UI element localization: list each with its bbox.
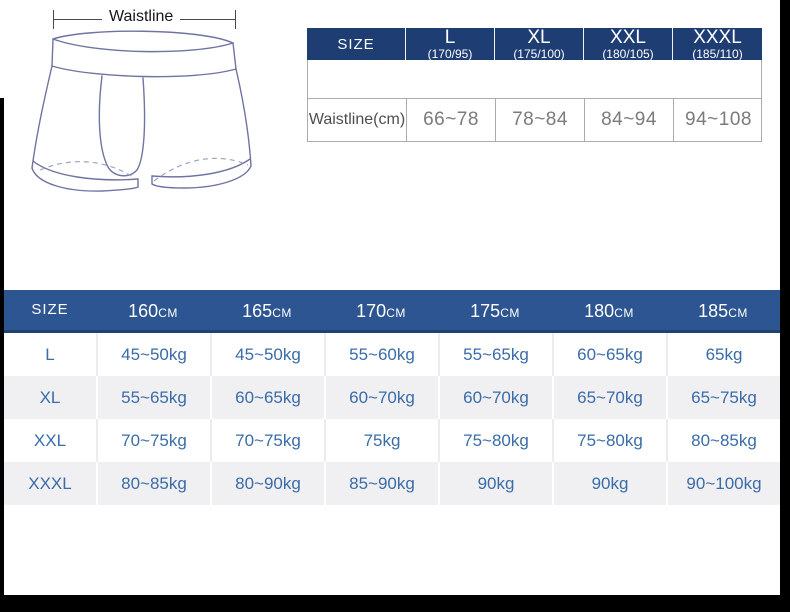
weight-cell: 60~65kg xyxy=(552,333,666,376)
weight-cell: 80~85kg xyxy=(666,419,780,462)
table-row-l xyxy=(4,333,780,376)
weight-cell: 55~65kg xyxy=(438,333,552,376)
weight-cell: 65~75kg xyxy=(666,376,780,419)
weight-cell: 45~50kg xyxy=(210,333,324,376)
weight-cell: 75~80kg xyxy=(552,419,666,462)
size-label: XXL xyxy=(33,430,67,450)
header-cell-xl: XL (175/100) xyxy=(495,28,584,60)
header-cell-l: L (170/95) xyxy=(406,28,495,60)
weight-cell: 90~100kg xyxy=(666,462,780,505)
header-cell-160cm: 160 CM xyxy=(128,301,178,321)
waistline-table-spacer-row xyxy=(307,60,762,98)
row-label-waistline: Waistline(cm) xyxy=(308,99,407,141)
header-cell-175cm: 175 CM xyxy=(470,301,520,321)
waistline-value: 78~84 xyxy=(496,99,585,141)
weight-cell: 75~80kg xyxy=(438,419,552,462)
dimension-tick-right xyxy=(235,10,236,29)
header-cell-xxl: XXL (180/105) xyxy=(584,28,673,60)
image-edge-bottom xyxy=(0,595,790,612)
weight-cell: 90kg xyxy=(552,462,666,505)
dimension-tick-left xyxy=(53,10,54,29)
size-label: XL xyxy=(39,387,61,407)
table-row-xl xyxy=(4,376,780,419)
waistline-label: Waistline xyxy=(102,8,180,26)
weight-table-header xyxy=(4,290,780,333)
weight-size-table xyxy=(4,290,780,505)
weight-cell: 75kg xyxy=(324,419,438,462)
waistline-table-row xyxy=(307,98,762,142)
weight-cell: 85~90kg xyxy=(324,462,438,505)
weight-cell: 70~75kg xyxy=(210,419,324,462)
header-cell-xxxl: XXXL (185/110) xyxy=(673,28,762,60)
header-cell-185cm: 185 CM xyxy=(698,301,748,321)
waistline-size-table xyxy=(307,28,762,142)
boxer-shorts-drawing xyxy=(28,30,260,202)
header-cell-180cm: 180 CM xyxy=(584,301,634,321)
header-cell-165cm: 165 CM xyxy=(242,301,292,321)
weight-cell: 60~70kg xyxy=(324,376,438,419)
image-edge-left xyxy=(0,98,4,612)
weight-cell: 60~65kg xyxy=(210,376,324,419)
weight-cell: 80~90kg xyxy=(210,462,324,505)
weight-cell: 55~65kg xyxy=(96,376,210,419)
image-edge-right xyxy=(780,0,790,612)
weight-cell: 65kg xyxy=(666,333,780,376)
size-label: L xyxy=(45,344,55,364)
header-cell-size: SIZE xyxy=(307,28,406,60)
header-cell-170cm: 170 CM xyxy=(356,301,406,321)
weight-cell: 70~75kg xyxy=(96,419,210,462)
table-row-xxxl xyxy=(4,462,780,505)
waistline-value: 94~108 xyxy=(685,109,752,130)
weight-cell: 55~60kg xyxy=(324,333,438,376)
header-cell-size: SIZE xyxy=(31,301,69,318)
table-row-xxl xyxy=(4,419,780,462)
weight-cell: 65~70kg xyxy=(552,376,666,419)
weight-cell: 45~50kg xyxy=(96,333,210,376)
waistline-value: 66~78 xyxy=(407,99,496,141)
weight-cell: 60~70kg xyxy=(438,376,552,419)
waistline-table-header xyxy=(307,28,762,60)
weight-cell: 90kg xyxy=(438,462,552,505)
waistline-value: 84~94 xyxy=(585,99,674,141)
weight-cell: 80~85kg xyxy=(96,462,210,505)
size-label: XXXL xyxy=(28,473,72,493)
